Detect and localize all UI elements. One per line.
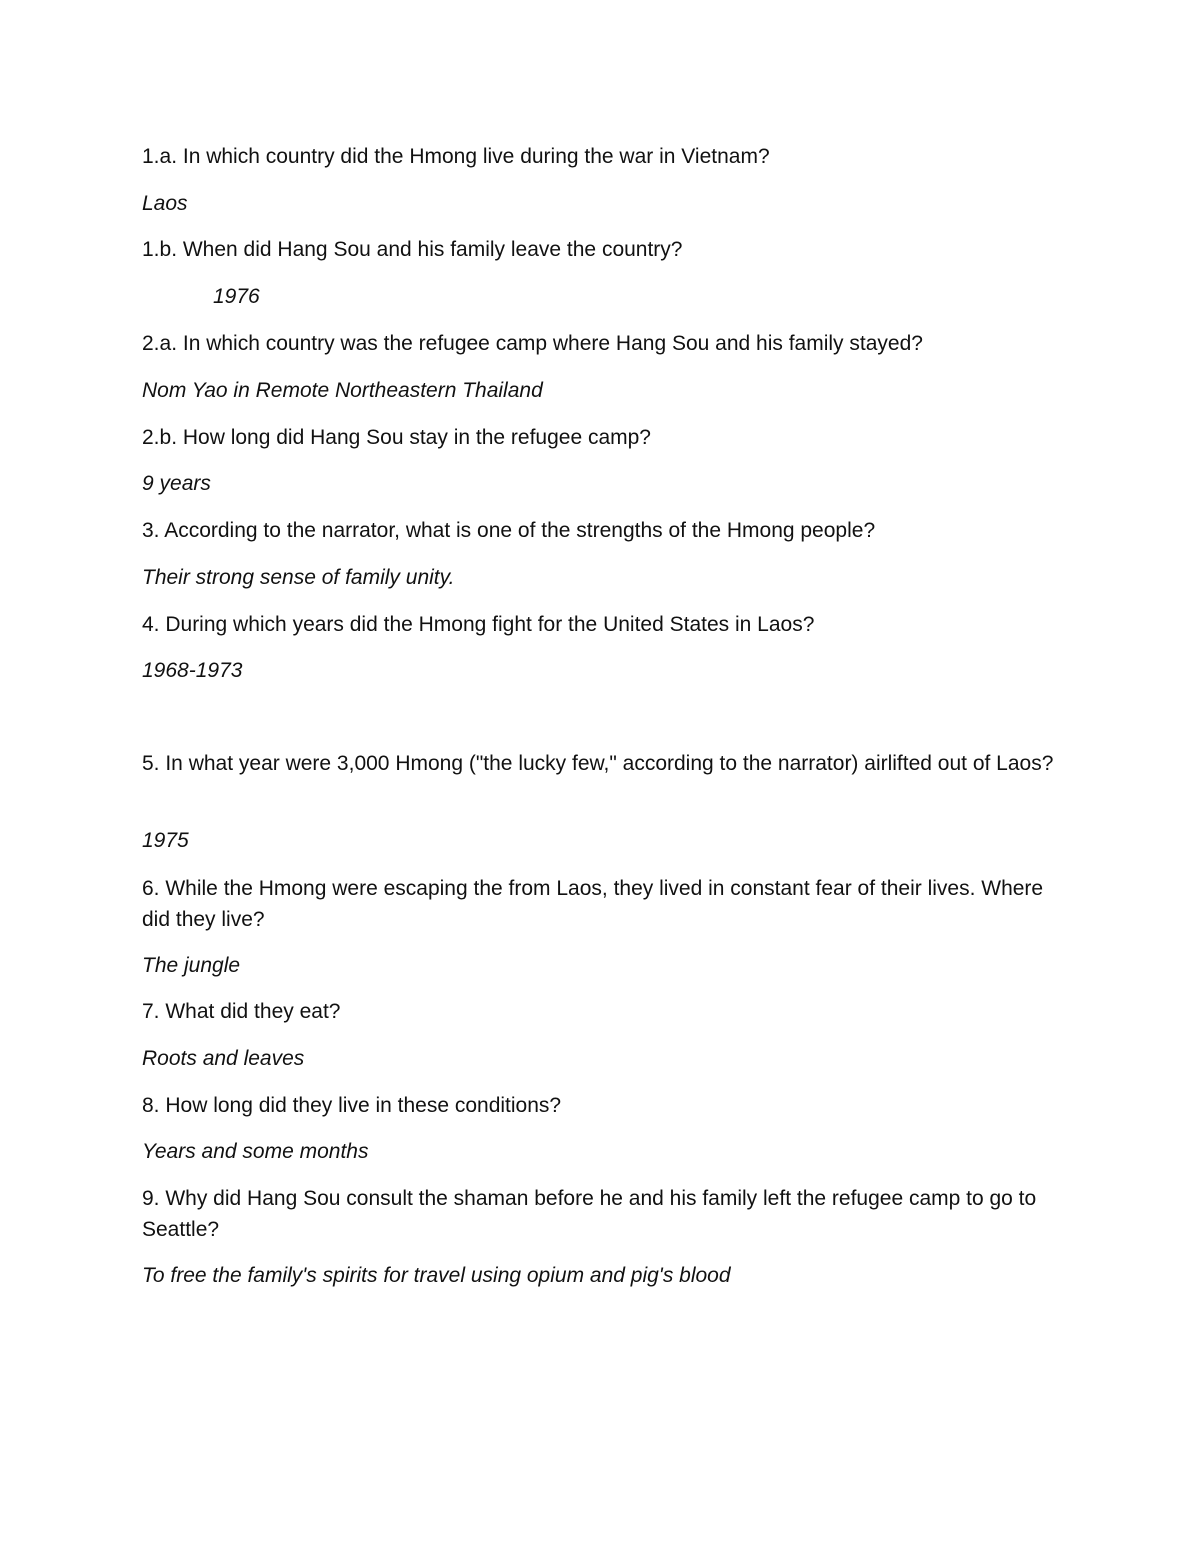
answer-5: 1975 [142,829,189,852]
question-6: 6. While the Hmong were escaping the from Laos, they lived in constant fear of their lives. Where did they live? [142,877,1044,931]
question-9: 9. Why did Hang Sou consult the shaman before he and his family left the refugee camp to go to Seattle? [142,1187,1037,1241]
answer-1b: 1976 [213,285,260,308]
question-2b: 2.b. How long did Hang Sou stay in the refugee camp? [142,426,651,449]
answer-6: The jungle [142,954,241,977]
answer-4: 1968-1973 [142,659,243,682]
answer-3: Their strong sense of family unity. [142,566,455,589]
answer-1a: Laos [142,192,188,215]
question-1a: 1.a. In which country did the Hmong live during the war in Vietnam? [142,145,770,168]
answer-8: Years and some months [142,1140,369,1163]
question-5: 5. In what year were 3,000 Hmong ("the lucky few," according to the narrator) airlifted out of Laos? [142,752,1054,775]
question-4: 4. During which years did the Hmong fight for the United States in Laos? [142,613,815,636]
answer-2a: Nom Yao in Remote Northeastern Thailand [142,379,543,402]
question-1b: 1.b. When did Hang Sou and his family leave the country? [142,238,683,261]
answer-2b: 9 years [142,472,211,495]
question-3: 3. According to the narrator, what is one of the strengths of the Hmong people? [142,519,876,542]
question-2a: 2.a. In which country was the refugee camp where Hang Sou and his family stayed? [142,332,923,355]
answer-7: Roots and leaves [142,1047,305,1070]
question-8: 8. How long did they live in these conditions? [142,1094,562,1117]
question-7: 7. What did they eat? [142,1000,341,1023]
answer-9: To free the family's spirits for travel using opium and pig's blood [142,1264,731,1287]
